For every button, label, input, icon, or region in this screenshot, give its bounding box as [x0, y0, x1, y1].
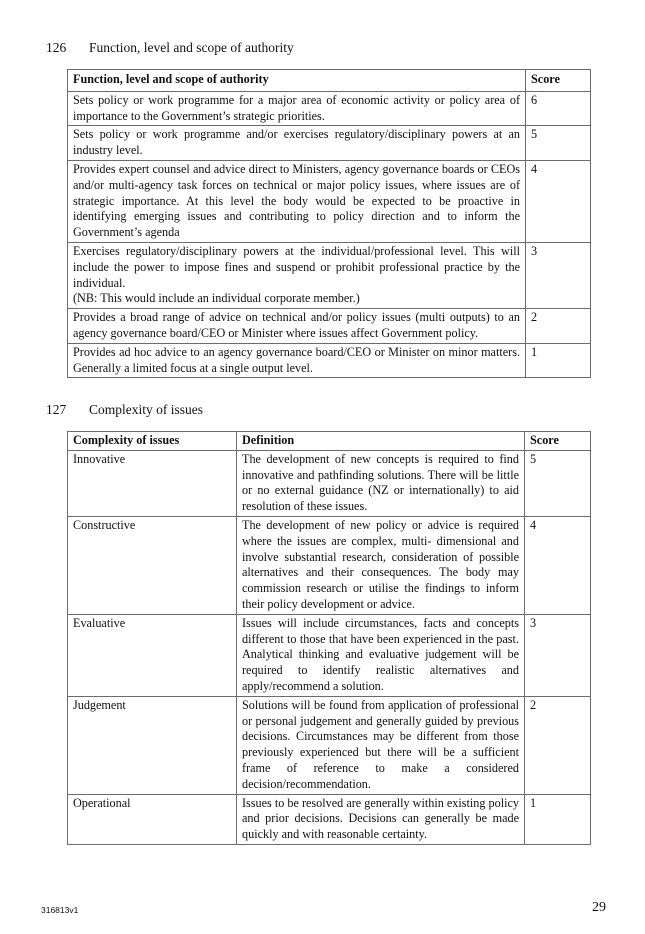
row-complexity: Operational	[68, 794, 237, 844]
table-row	[68, 794, 591, 844]
row-complexity: Evaluative	[68, 614, 237, 696]
section-126-heading	[46, 40, 294, 56]
section-title: Function, level and scope of authority	[89, 40, 294, 55]
table-header-row	[68, 70, 591, 92]
document-id: 316813v1	[41, 905, 79, 915]
row-description	[68, 242, 526, 308]
row-definition: Solutions will be found from application of professional or personal judgement and generally guided by previous decisions. Circumstances may be different from those previously experienced but there will be a sufficient frame of reference to make a considered decision/recommendation.	[237, 696, 525, 794]
table-row	[68, 614, 591, 696]
row-score: 4	[525, 516, 591, 614]
row-definition: The development of new concepts is required to find innovative and pathfinding solutions. There will be little or no external guidance (NZ or internationally) to aid resolution of these issues.	[237, 450, 525, 516]
row-description: Provides ad hoc advice to an agency governance board/CEO or Minister on minor matters. Generally a limited focus at a single output level.	[68, 343, 526, 378]
row-score: 1	[525, 794, 591, 844]
row-description-text: Exercises regulatory/disciplinary powers at the individual/professional level. This will include the power to impose fines and suspend or prohibit professional practice by the individual.	[73, 243, 520, 290]
row-complexity: Innovative	[68, 450, 237, 516]
table-row	[68, 160, 591, 242]
complexity-of-issues-table	[67, 431, 591, 845]
row-complexity: Judgement	[68, 696, 237, 794]
row-description: Sets policy or work programme for a major area of economic activity or policy area of importance to the Government’s strategic priorities.	[68, 91, 526, 126]
row-score: 1	[526, 343, 591, 378]
column-header-complexity: Complexity of issues	[68, 432, 237, 451]
row-score: 5	[526, 126, 591, 161]
row-score: 4	[526, 160, 591, 242]
row-complexity: Constructive	[68, 516, 237, 614]
section-number: 126	[46, 40, 67, 55]
table-row	[68, 696, 591, 794]
table-header-row	[68, 432, 591, 451]
row-score: 2	[525, 696, 591, 794]
row-score: 2	[526, 309, 591, 344]
row-definition: The development of new policy or advice is required where the issues are complex, multi- dimensional and involve substantial research, consideration of possible alternatives and their consequences. The body may commission research or utilise the findings to inform their policy development or advice.	[237, 516, 525, 614]
column-header-score: Score	[526, 70, 591, 92]
table-row	[68, 242, 591, 308]
section-title: Complexity of issues	[89, 402, 203, 417]
row-definition: Issues will include circumstances, facts and concepts different to those that have been experienced in the past. Analytical thinking and evaluative judgement will be required to identify realistic alternatives and apply/recommend a solution.	[237, 614, 525, 696]
section-127-heading	[46, 402, 203, 418]
row-score: 6	[526, 91, 591, 126]
row-note-text: (NB: This would include an individual corporate member.)	[73, 291, 360, 306]
column-header-score: Score	[525, 432, 591, 451]
column-header-definition: Definition	[237, 432, 525, 451]
row-description: Provides expert counsel and advice direct to Ministers, agency governance boards or CEOs and/or multi-agency task forces on technical or major policy issues, where issues are of strategic importance. At this level the body would be expected to be proactive in identifying emerging issues and contributing to policy direction and to inform the Government’s agenda	[68, 160, 526, 242]
table-row	[68, 309, 591, 344]
table-row	[68, 91, 591, 126]
row-score: 3	[525, 614, 591, 696]
section-number: 127	[46, 402, 67, 417]
row-definition: Issues to be resolved are generally within existing policy and prior decisions. Decisions can generally be made quickly and with reasonable certainty.	[237, 794, 525, 844]
table-row	[68, 516, 591, 614]
table-row	[68, 343, 591, 378]
table-row	[68, 450, 591, 516]
function-level-scope-table	[67, 69, 591, 378]
row-score: 5	[525, 450, 591, 516]
table-row	[68, 126, 591, 161]
row-score: 3	[526, 242, 591, 308]
row-description: Provides a broad range of advice on technical and/or policy issues (multi outputs) to an agency governance board/CEO or Minister where issues affect Government policy.	[68, 309, 526, 344]
row-description: Sets policy or work programme and/or exercises regulatory/disciplinary powers at an industry level.	[68, 126, 526, 161]
column-header-function: Function, level and scope of authority	[68, 70, 526, 92]
page-number: 29	[592, 900, 606, 915]
